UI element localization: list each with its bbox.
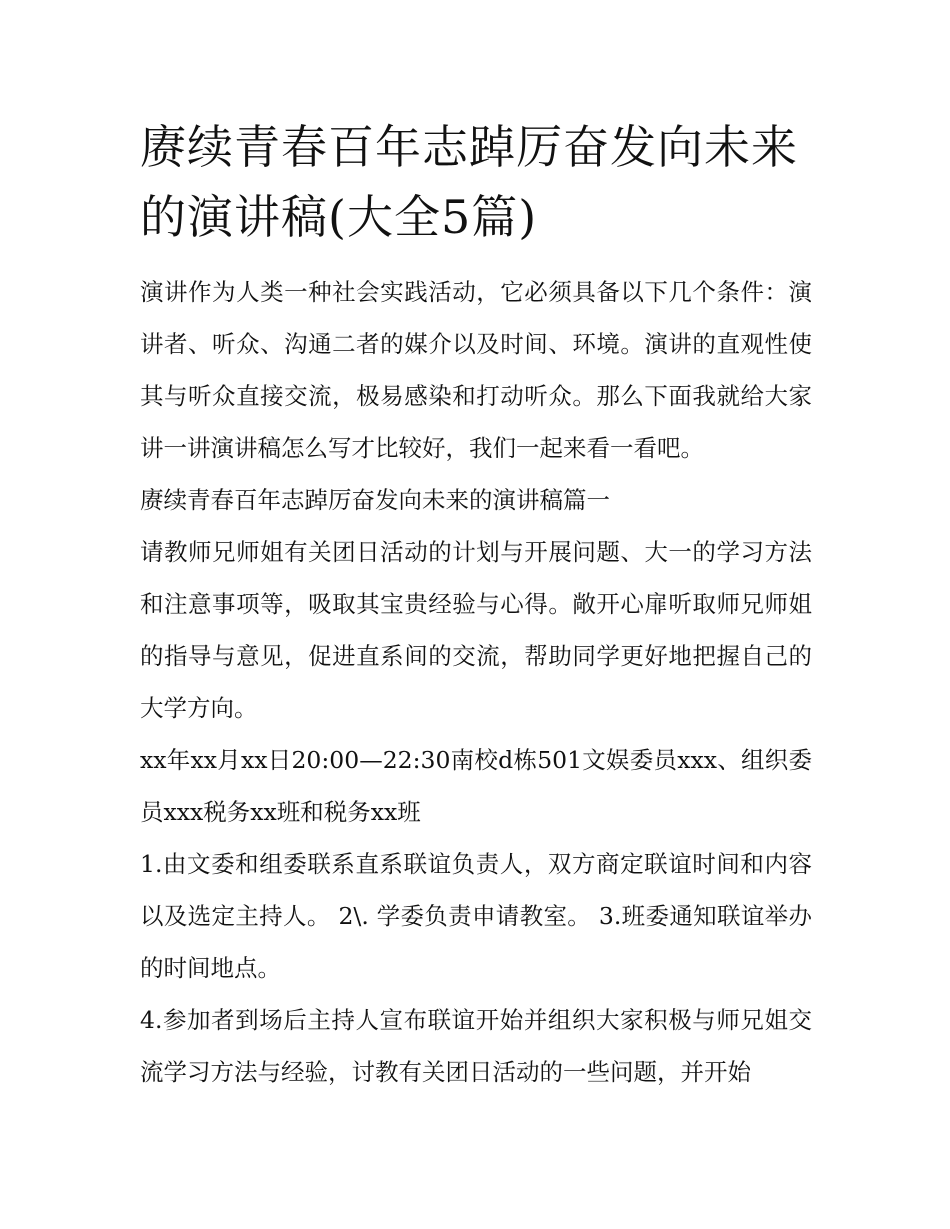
document-body — [140, 112, 812, 1098]
section-heading: 赓续青春百年志踔厉奋发向未来的演讲稿篇一 — [140, 486, 610, 514]
document-title: 赓续青春百年志踔厉奋发向未来的演讲稿(大全5篇) — [140, 120, 798, 244]
intro-paragraph: 演讲作为人类一种社会实践活动，它必须具备以下几个条件：演讲者、听众、沟通二者的媒介以及时间、环境。演讲的直观性使其与听众直接交流，极易感染和打动听众。那么下面我就给大家讲一讲演讲稿怎么写才比较好，我们一起来看一看吧。 — [140, 278, 812, 462]
body-paragraph-1: 请教师兄师姐有关团日活动的计划与开展问题、大一的学习方法和注意事项等，吸取其宝贵经验与心得。敞开心扉听取师兄师姐的指导与意见，促进直系间的交流，帮助同学更好地把握自己的大学方向。 — [140, 538, 812, 722]
body-paragraph-4: 4.参加者到场后主持人宣布联谊开始并组织大家积极与师兄姐交流学习方法与经验，讨教有关团日活动的一些问题，并开始 — [140, 1006, 812, 1086]
body-paragraph-2: xx年xx月xx日20:00—22:30南校d栋501文娱委员xxx、组织委员xxx税务xx班和税务xx班 — [140, 746, 812, 826]
body-paragraph-3: 1.由文委和组委联系直系联谊负责人，双方商定联谊时间和内容以及选定主持人。 2\. 学委负责申请教室。 3.班委通知联谊举办的时间地点。 — [140, 850, 812, 982]
